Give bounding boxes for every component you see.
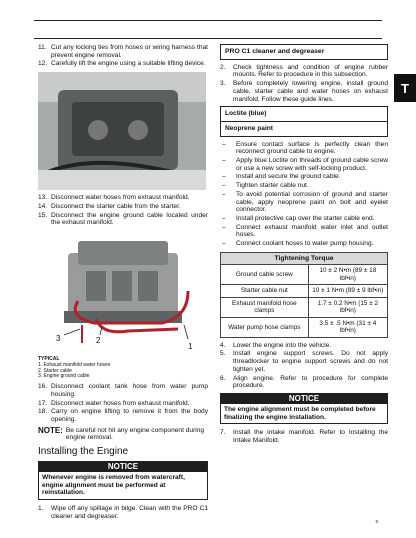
caption-item: 2. Starter cable — [38, 367, 72, 374]
guideline-item — [220, 141, 388, 156]
step-number: 6. — [220, 374, 226, 382]
torque-title: Tightening Torque — [221, 252, 388, 265]
step-item — [220, 429, 388, 444]
torque-item: Exhaust manifold hose clamps — [221, 297, 309, 317]
step-text: Disconnect water hoses from exhaust manifold. — [51, 194, 190, 202]
dash-marker: – — [222, 223, 226, 231]
step-text: Carry on engine lifting to remove it from the body opening. — [51, 408, 208, 423]
step-text: Install the intake manifold. Refer to Installing the Intake Manifold. — [233, 429, 388, 445]
step-list — [38, 44, 208, 68]
top-rule — [34, 20, 382, 21]
step-text: Disconnect the engine ground cable located under the exhaust manifold. — [51, 211, 208, 227]
section-heading: Installing the Engine — [38, 446, 129, 458]
page-number: 9 — [375, 519, 378, 524]
step-number: 13. — [38, 194, 48, 202]
torque-value: 1.7 ± 0.2 N•m (15 ± 2 lbf•in) — [308, 297, 387, 317]
torque-item: Starter cable nut — [221, 285, 309, 298]
step-list — [220, 429, 388, 444]
callout-2: 2 — [96, 335, 101, 345]
torque-value: 3.5 ± .5 N•m (31 ± 4 lbf•in) — [308, 317, 387, 337]
guideline-text: Connect exhaust manifold water inlet and outlet hoses. — [236, 223, 388, 239]
step-text: Lower the engine into the vehicle. — [233, 341, 332, 349]
step-item — [38, 60, 208, 68]
dash-marker: – — [222, 190, 226, 198]
figure-caption — [38, 357, 208, 380]
guideline-text: Install and secure the ground cable. — [236, 173, 341, 181]
guideline-item — [220, 215, 388, 223]
notice-box — [38, 461, 208, 500]
callout-3: 3 — [56, 333, 61, 343]
dash-marker: – — [222, 157, 226, 165]
product-loctite: Loctite (blue) — [221, 107, 387, 122]
callout-1: 1 — [188, 341, 193, 351]
dash-marker: – — [222, 240, 226, 248]
torque-value: 10 ± 1 N•m (89 ± 9 lbf•in) — [308, 285, 387, 298]
step-item — [38, 400, 208, 408]
guideline-item — [220, 182, 388, 190]
step-text: Install engine support screws. Do not apply threadlocker to engine support screws and do not tighten yet. — [233, 350, 388, 373]
guideline-text: Apply blue Loctite on threads of ground cable screw or use a new screw with self-locking product. — [236, 157, 388, 172]
step-item — [38, 203, 208, 211]
step-text: Cut any locking ties from hoses or wiring harness that prevent engine removal. — [51, 44, 208, 59]
section-tab: T — [394, 74, 416, 102]
notice-body: The engine alignment must be completed before finalizing the engine installation. — [224, 405, 376, 421]
notice-title: NOTICE — [221, 394, 387, 404]
step-item — [220, 350, 388, 373]
step-text: Check tightness and condition of engine rubber mounts. Refer to procedure in this subsection. — [233, 63, 388, 79]
step-item — [38, 505, 208, 520]
guideline-item — [220, 173, 388, 181]
caption-item: 1. Exhaust manifold water hoses — [38, 361, 111, 368]
engine-bay-photo — [38, 72, 206, 190]
step-text: Before completely lowering engine, install ground cable, starter cable and water hoses on exhaust manifold. Follow these guide lines. — [233, 80, 388, 103]
guideline-text: Ensure contact surface is perfectly clean then reconnect ground cable to engine. — [236, 140, 388, 156]
header-rule — [34, 38, 382, 39]
notice-body: Whenever engine is removed from watercraft, engine alignment must be performed at reinstallation. — [42, 474, 185, 497]
step-item — [38, 408, 208, 423]
torque-row — [221, 317, 388, 337]
step-item — [38, 194, 208, 202]
guideline-text: To avoid potential corrosion of ground and starter cable, apply neoprene paint on bolt and eyelet connector. — [236, 190, 388, 214]
torque-row — [221, 297, 388, 317]
right-column — [220, 44, 388, 446]
step-item — [38, 383, 208, 398]
guideline-item — [220, 224, 388, 239]
step-number: 5. — [220, 350, 226, 358]
step-text: Disconnect coolant tank hose from water pump housing. — [51, 383, 208, 398]
note-text: Be careful not hit any engine component during engine removal. — [65, 426, 205, 442]
step-number: 16. — [38, 383, 48, 391]
step-number: 17. — [38, 399, 48, 407]
guideline-item — [220, 157, 388, 172]
step-number: 18. — [38, 408, 48, 416]
step-number: 4. — [220, 341, 226, 349]
engine-diagram — [38, 231, 206, 353]
step-item — [38, 212, 208, 227]
torque-row — [221, 265, 388, 285]
note — [38, 427, 208, 442]
step-item — [220, 342, 388, 350]
guideline-item — [220, 240, 388, 248]
step-number: 12. — [38, 60, 48, 68]
step-list — [220, 342, 388, 390]
step-list — [38, 383, 208, 424]
torque-row — [221, 285, 388, 298]
step-text: Carefully lift the engine using a suitable lifting device. — [51, 60, 206, 68]
step-list — [38, 505, 208, 520]
guideline-text: Tighten starter cable nut. — [236, 182, 309, 190]
guideline-text: Connect coolant hoses to water pump housing. — [236, 240, 374, 248]
step-number: 1. — [38, 505, 44, 513]
step-item — [220, 375, 388, 390]
torque-value: 10 ± 2 N•m (89 ± 18 lbf•in) — [308, 265, 387, 285]
left-column — [38, 44, 208, 522]
product-neoprene: Neoprene paint — [225, 124, 273, 132]
step-number: 15. — [38, 211, 48, 219]
notice-title: NOTICE — [39, 462, 207, 472]
guideline-text: Install protective cap over the starter cable end. — [236, 214, 375, 222]
product-box: PRO C1 cleaner and degreaser — [220, 44, 388, 60]
caption-title: TYPICAL — [38, 355, 60, 362]
torque-table — [220, 252, 388, 338]
step-text: Wipe off any spillage in bilge. Clean with the PRO C1 cleaner and degreaser. — [51, 505, 208, 520]
step-list — [38, 194, 208, 227]
torque-item: Ground cable screw — [221, 265, 309, 285]
step-text: Align engine. Refer to procedure for complete procedure. — [233, 374, 388, 390]
step-number: 11. — [38, 44, 47, 51]
dash-marker: – — [222, 173, 226, 181]
step-item — [220, 64, 388, 79]
caption-item: 3. Engine ground cable — [38, 373, 90, 380]
product-box-2 — [220, 106, 388, 136]
step-number: 3. — [220, 80, 226, 88]
step-number: 7. — [220, 429, 226, 437]
step-number: 2. — [220, 63, 226, 71]
notice-box — [220, 393, 388, 424]
guideline-item — [220, 191, 388, 214]
step-text: Disconnect the starter cable from the starter. — [51, 202, 181, 210]
guideline-list — [220, 141, 388, 248]
note-label: NOTE: — [38, 425, 63, 435]
step-item — [220, 80, 388, 103]
dash-marker: – — [222, 140, 226, 148]
dash-marker: – — [222, 182, 226, 190]
step-list — [220, 64, 388, 104]
step-text: Disconnect water hoses from exhaust manifold. — [51, 399, 190, 407]
step-item — [38, 44, 208, 59]
torque-item: Water pump hose clamps — [221, 317, 309, 337]
dash-marker: – — [222, 214, 226, 222]
step-number: 14. — [38, 202, 48, 210]
